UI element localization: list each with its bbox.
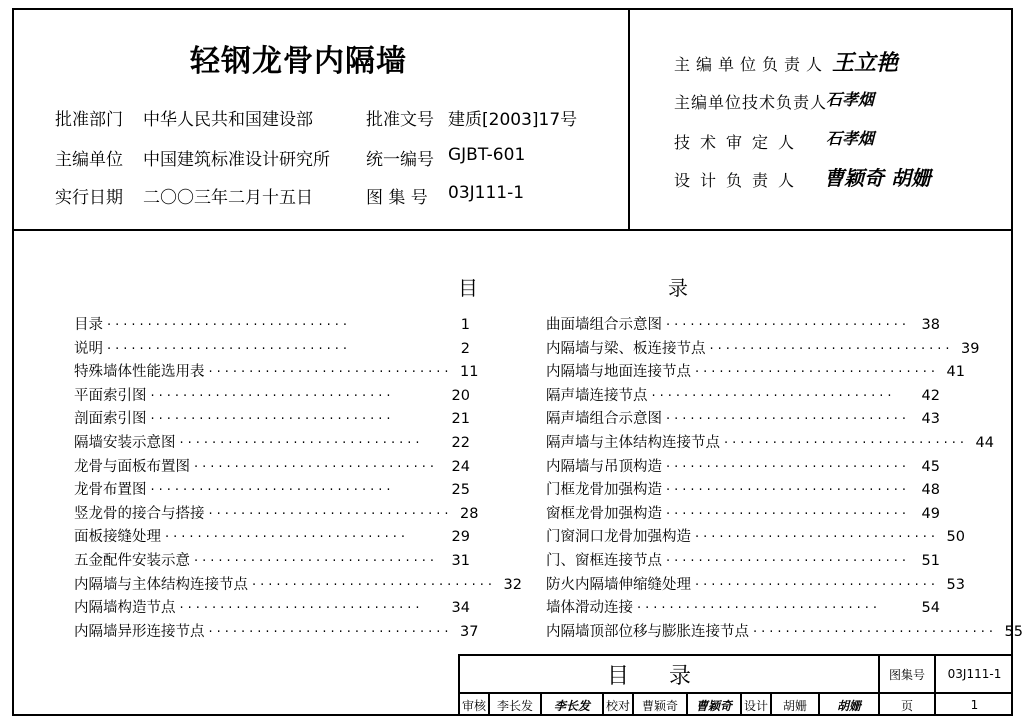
toc-item-page: 11 (460, 364, 479, 381)
drawing-title: 轻钢龙骨内隔墙 (190, 44, 407, 79)
toc-leader-dots: ······························ (695, 577, 939, 593)
toc-leader-dots: ······························ (194, 553, 438, 569)
toc-item[interactable] (546, 478, 940, 502)
toc-leader-dots: ······························ (179, 601, 424, 617)
toc-leader-dots: ······························ (107, 341, 351, 357)
toc-item-label: 龙骨布置图 (74, 482, 147, 499)
toc-item-label: 门窗洞口龙骨加强构造 (546, 529, 691, 546)
toc-leader-dots: ······························ (165, 530, 409, 546)
toc-item[interactable] (74, 596, 470, 620)
resp-role-tech: 主编单位技术负责人 (674, 93, 828, 112)
chief-unit-label: 主编单位 (55, 150, 123, 170)
approval-doc-value: 建质[2003]17号 (448, 110, 578, 130)
title-block-page-value: 1 (934, 692, 1013, 716)
toc-item[interactable] (74, 360, 479, 384)
toc-item-page: 28 (460, 505, 479, 522)
resp-role-review: 技术审定人 (674, 133, 805, 152)
toc-item[interactable] (546, 384, 940, 408)
toc-right-column (546, 313, 1023, 643)
toc-left-column (74, 313, 522, 643)
approval-dept-label: 批准部门 (55, 110, 123, 130)
toc-item-label: 说明 (74, 340, 103, 357)
toc-leader-dots: ······························ (208, 365, 453, 381)
impl-date-value: 二〇〇三年二月十五日 (143, 188, 313, 208)
title-block-atlas-value: 03J111-1 (934, 654, 1013, 692)
toc-item-page: 43 (921, 411, 940, 428)
toc-item[interactable] (74, 525, 470, 549)
toc-item[interactable] (74, 455, 470, 479)
resp-signature-tech: 石孝烟 (826, 90, 875, 109)
toc-item-label: 曲面墙组合示意图 (546, 317, 662, 333)
header-vertical-divider (628, 8, 630, 230)
toc-leader-dots: ······························ (179, 435, 424, 451)
toc-item[interactable] (74, 313, 470, 337)
toc-leader-dots: ······························ (208, 506, 453, 522)
toc-item[interactable] (546, 407, 940, 431)
toc-item-label: 门、窗框连接节点 (546, 552, 662, 569)
title-block-design-signature: 胡姗 (818, 692, 878, 716)
title-block-design-label: 设计 (740, 692, 770, 716)
title-block-check-signature: 曹颖奇 (686, 692, 740, 716)
toc-item-page: 2 (460, 340, 470, 357)
title-block (458, 654, 1013, 716)
toc-item[interactable] (74, 384, 470, 408)
title-block-atlas-label: 图集号 (878, 654, 934, 692)
toc-leader-dots: ······························ (666, 318, 910, 333)
toc-leader-dots: ······························ (150, 483, 395, 499)
toc-item-label: 内隔墙与吊顶构造 (546, 458, 662, 475)
title-block-page-label: 页 (878, 692, 934, 716)
toc-item-page: 32 (503, 576, 522, 593)
unified-no-value: GJBT-601 (448, 145, 526, 165)
toc-item-page: 38 (921, 317, 940, 333)
toc-item-label: 平面索引图 (74, 387, 147, 404)
toc-leader-dots: ······························ (208, 624, 453, 640)
toc-item-label: 隔声墙与主体结构连接节点 (546, 434, 720, 451)
toc-item[interactable] (546, 313, 940, 337)
toc-item-page: 45 (921, 458, 940, 475)
toc-item-page: 39 (961, 340, 980, 357)
toc-item-label: 龙骨与面板布置图 (74, 458, 190, 475)
title-block-check-label: 校对 (602, 692, 632, 716)
toc-item[interactable] (546, 455, 940, 479)
toc-item-page: 22 (451, 434, 470, 451)
toc-item-label: 防火内隔墙伸缩缝处理 (546, 576, 691, 593)
toc-item[interactable] (74, 549, 470, 573)
toc-item-page: 25 (451, 482, 470, 499)
toc-item-label: 墙体滑动连接 (546, 600, 633, 617)
toc-item-label: 竖龙骨的接合与搭接 (74, 505, 205, 522)
resp-role-chief-unit: 主编单位负责人 (674, 55, 829, 74)
toc-item[interactable] (74, 478, 470, 502)
toc-leader-dots: ······························ (194, 459, 438, 475)
toc-item-label: 隔墙安装示意图 (74, 434, 176, 451)
resp-signature-chief-unit: 王立艳 (832, 50, 899, 76)
toc-item-label: 窗框龙骨加强构造 (546, 505, 662, 522)
toc-item-label: 内隔墙构造节点 (74, 600, 176, 617)
toc-item-page: 48 (921, 482, 940, 499)
toc-item-label: 内隔墙顶部位移与膨胀连接节点 (546, 623, 749, 640)
toc-leader-dots: ······························ (651, 388, 896, 404)
toc-item[interactable] (546, 431, 994, 455)
toc-item-page: 42 (921, 387, 940, 404)
resp-signature-review: 石孝烟 (826, 129, 875, 148)
toc-item-page: 55 (1004, 623, 1023, 640)
toc-item[interactable] (74, 573, 522, 597)
toc-leader-dots: ······························ (753, 624, 997, 640)
toc-item-page: 20 (451, 387, 470, 404)
toc-leader-dots: ······························ (150, 412, 395, 428)
toc-item-page: 34 (451, 600, 470, 617)
toc-leader-dots: ······························ (666, 553, 910, 569)
toc-item[interactable] (546, 360, 965, 384)
toc-leader-dots: ······························ (666, 483, 910, 499)
toc-item[interactable] (546, 596, 940, 620)
toc-leader-dots: ······························ (709, 341, 954, 357)
toc-item-label: 内隔墙与主体结构连接节点 (74, 576, 248, 593)
toc-leader-dots: ······························ (724, 435, 968, 451)
toc-item[interactable] (74, 337, 470, 361)
toc-item-page: 24 (451, 458, 470, 475)
toc-item-page: 29 (451, 529, 470, 546)
header-divider (12, 229, 1013, 231)
toc-item-label: 隔声墙连接节点 (546, 387, 648, 404)
title-block-design-name: 胡姗 (770, 692, 818, 716)
toc-item-page: 44 (975, 434, 994, 451)
toc-leader-dots: ······························ (666, 459, 910, 475)
toc-item-page: 51 (921, 552, 940, 569)
approval-doc-label: 批准文号 (366, 110, 434, 130)
toc-item-label: 面板接缝处理 (74, 529, 161, 546)
toc-leader-dots: ······························ (107, 318, 351, 333)
toc-item-label: 目录 (74, 317, 103, 333)
toc-item[interactable] (74, 407, 470, 431)
toc-item-page: 49 (921, 505, 940, 522)
title-block-check-name: 曹颖奇 (632, 692, 686, 716)
title-block-sheet-title: 目录 (458, 654, 878, 692)
atlas-no-label: 图 集 号 (366, 188, 428, 208)
toc-item-label: 剖面索引图 (74, 411, 147, 428)
chief-unit-value: 中国建筑标准设计研究所 (143, 150, 330, 170)
approval-dept-value: 中华人民共和国建设部 (143, 110, 313, 130)
toc-item[interactable] (546, 573, 965, 597)
toc-item-label: 内隔墙与梁、板连接节点 (546, 340, 706, 357)
toc-item-label: 门框龙骨加强构造 (546, 482, 662, 499)
toc-item[interactable] (74, 502, 479, 526)
toc-item-page: 21 (451, 411, 470, 428)
toc-item-page: 31 (451, 552, 470, 569)
toc-item[interactable] (546, 525, 965, 549)
toc-item-label: 内隔墙与地面连接节点 (546, 364, 691, 381)
toc-item[interactable] (546, 549, 940, 573)
title-block-review-name: 李长发 (488, 692, 540, 716)
toc-item[interactable] (546, 502, 940, 526)
toc-item-page: 54 (921, 600, 940, 617)
toc-item-page: 50 (946, 529, 965, 546)
toc-leader-dots: ······························ (637, 601, 881, 617)
toc-item-label: 隔声墙组合示意图 (546, 411, 662, 428)
toc-leader-dots: ······························ (695, 365, 939, 381)
toc-leader-dots: ······························ (695, 530, 939, 546)
toc-leader-dots: ······························ (666, 412, 910, 428)
resp-role-design: 设计负责人 (674, 171, 805, 190)
toc-item[interactable] (546, 337, 980, 361)
unified-no-label: 统一编号 (366, 150, 434, 170)
toc-item[interactable] (546, 620, 1023, 644)
toc-leader-dots: ······························ (150, 388, 395, 404)
toc-item[interactable] (74, 620, 479, 644)
toc-item-label: 内隔墙异形连接节点 (74, 623, 205, 640)
toc-leader-dots: ······························ (666, 506, 910, 522)
toc-item-page: 37 (460, 623, 479, 640)
toc-item-page: 1 (460, 317, 470, 333)
toc-item-label: 特殊墙体性能选用表 (74, 364, 205, 381)
title-block-review-signature: 李长发 (540, 692, 602, 716)
toc-item-page: 41 (946, 364, 965, 381)
toc-heading: 目 录 (458, 276, 738, 300)
atlas-no-value: 03J111-1 (448, 183, 525, 203)
toc-item[interactable] (74, 431, 470, 455)
toc-item-label: 五金配件安装示意 (74, 552, 190, 569)
toc-item-page: 53 (946, 576, 965, 593)
impl-date-label: 实行日期 (55, 188, 123, 208)
resp-signature-design: 曹颖奇 胡姗 (824, 166, 931, 190)
toc-leader-dots: ······························ (252, 577, 496, 593)
title-block-review-label: 审核 (458, 692, 488, 716)
